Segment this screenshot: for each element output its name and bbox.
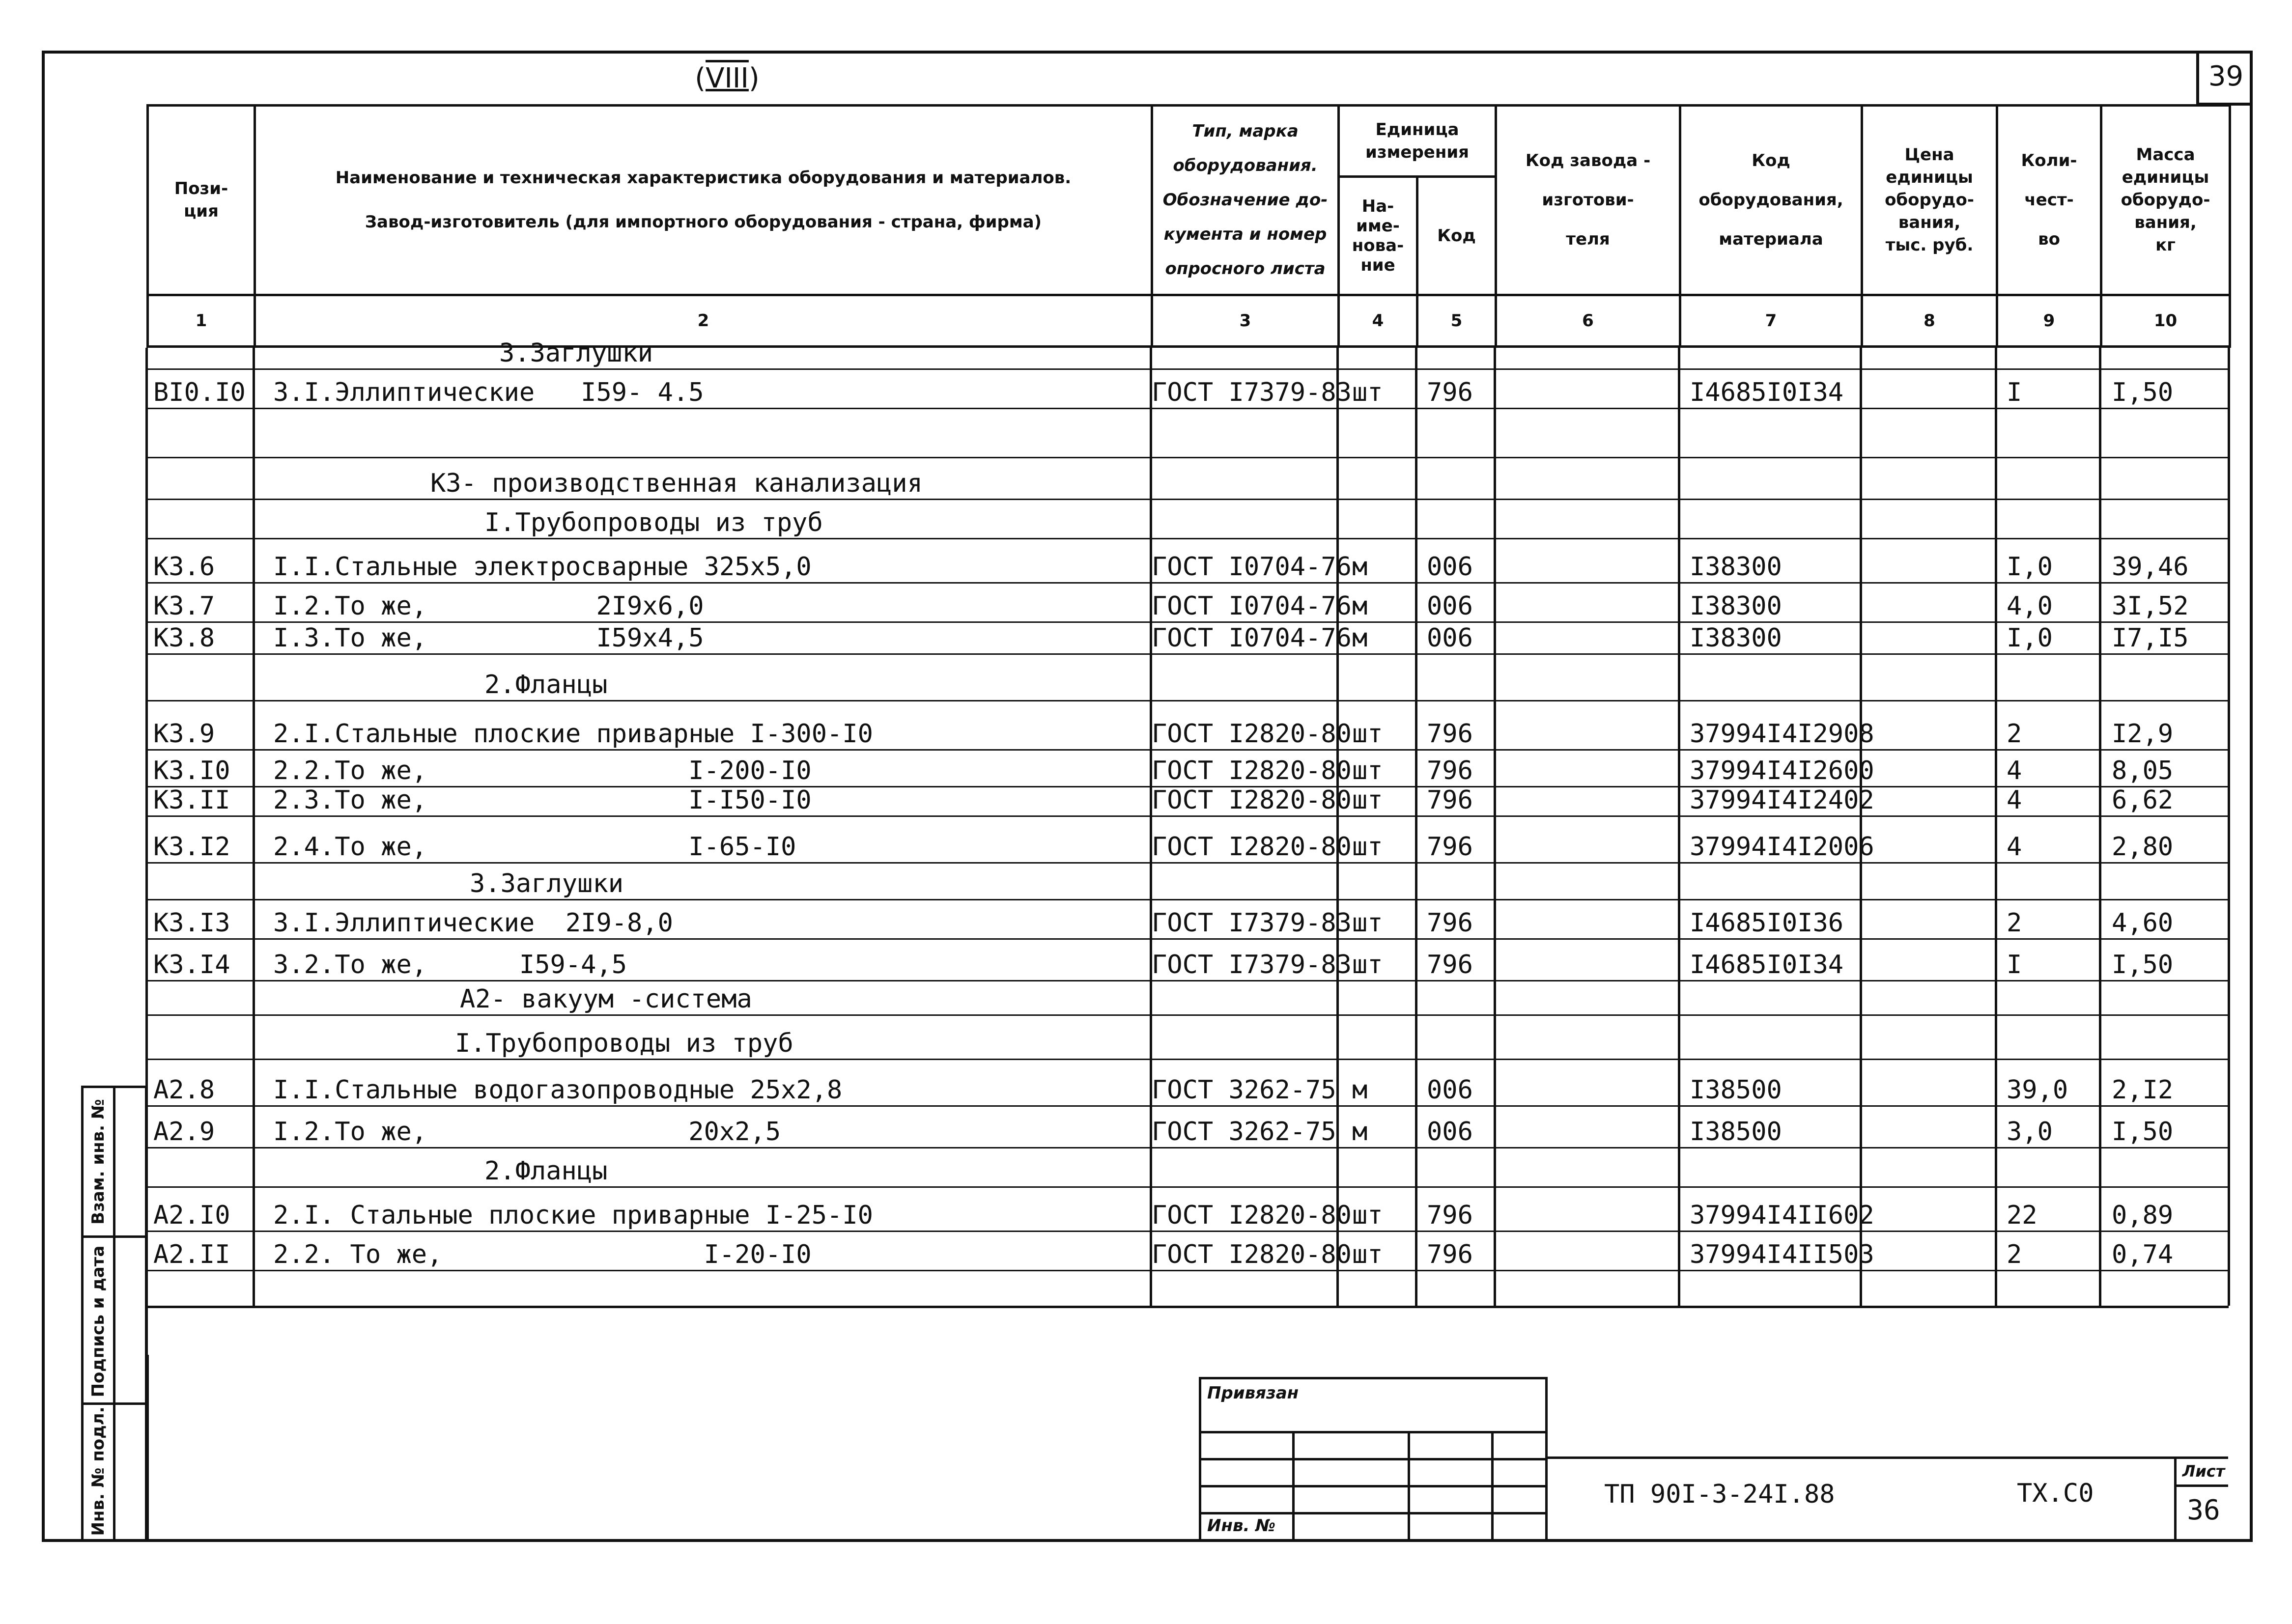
cell-mass: 4,60	[2112, 908, 2174, 938]
cell-unit-name: шт	[1352, 950, 1383, 980]
cell-name: 3.Заглушки	[470, 869, 624, 898]
table-row	[146, 1016, 2229, 1060]
cell-type: ГОСТ 3262-75	[1152, 1117, 1336, 1147]
cell-position: А2.II	[153, 1240, 230, 1269]
cell-unit-code: 006	[1427, 552, 1473, 582]
document-code: ТП 90I-3-24I.88	[1604, 1480, 1835, 1509]
table-row	[146, 500, 2229, 539]
table-body	[146, 338, 2229, 1355]
cell-position: К3.I4	[153, 950, 230, 980]
cell-unit-name: шт	[1352, 378, 1383, 407]
cell-unit-code: 796	[1427, 378, 1473, 407]
cell-mass: 6,62	[2112, 785, 2174, 815]
cell-position: К3.I0	[153, 756, 230, 785]
table-row	[146, 1232, 2229, 1271]
cell-unit-code: 796	[1427, 756, 1473, 785]
header-unit: Единица измерения	[1339, 106, 1496, 177]
header-equipment-code: Код оборудования, материала	[1680, 106, 1862, 295]
cell-name: I.3.То же, I59х4,5	[273, 623, 704, 653]
cell-equipment-code: I38500	[1690, 1075, 1782, 1105]
cell-name: 3.2.То же, I59-4,5	[273, 950, 627, 980]
cell-mass: I,50	[2112, 950, 2174, 980]
table-row	[146, 817, 2229, 864]
table-row	[146, 940, 2229, 981]
cell-equipment-code: 37994I4I2402	[1690, 785, 1874, 815]
cell-quantity: 3,0	[2007, 1117, 2053, 1147]
cell-equipment-code: I4685I0I34	[1690, 378, 1844, 407]
header-mass: Масса единицы оборудо- вания, кг	[2101, 106, 2230, 295]
header-factory-code: Код завода - изготови- теля	[1496, 106, 1680, 295]
cell-unit-name: шт	[1352, 719, 1383, 749]
cell-quantity: I	[2007, 378, 2022, 407]
cell-unit-name: м	[1352, 1117, 1368, 1147]
header-price: Цена единицы оборудо- вания, тыс. руб.	[1862, 106, 1997, 295]
section-marker: (VIII)	[695, 62, 760, 94]
cell-equipment-code: I4685I0I36	[1690, 908, 1844, 938]
bound-label: Привязан	[1207, 1383, 1299, 1403]
table-row	[146, 701, 2229, 751]
cell-equipment-code: I38300	[1690, 552, 1782, 582]
cell-position: К3.9	[153, 719, 215, 749]
cell-name: I.2.То же, 20х2,5	[273, 1117, 781, 1147]
table-row	[146, 623, 2229, 655]
cell-name: 2.4.То же, I-65-I0	[273, 832, 796, 862]
cell-name: 2.I.Стальные плоские приварные I-300-I0	[273, 719, 873, 749]
table-row	[146, 981, 2229, 1016]
cell-unit-code: 796	[1427, 1201, 1473, 1230]
cell-unit-code: 006	[1427, 1075, 1473, 1105]
col-number: 4	[1339, 295, 1417, 346]
cell-unit-code: 796	[1427, 832, 1473, 862]
cell-type: ГОСТ I2820-80	[1152, 832, 1352, 862]
table-row	[146, 655, 2229, 701]
cell-quantity: 39,0	[2007, 1075, 2068, 1105]
table-row	[146, 370, 2229, 409]
cell-name: 3.I.Эллиптические 2I9-8,0	[273, 908, 673, 938]
cell-type: ГОСТ I0704-76	[1152, 591, 1352, 621]
page-number-box	[2196, 51, 2253, 106]
cell-position: К3.6	[153, 552, 215, 582]
header-name: Наименование и техническая характеристика оборудования и материалов. Завод-изготовитель (для импортного оборудования - страна, фирма)	[255, 106, 1152, 295]
cell-quantity: I	[2007, 950, 2022, 980]
cell-type: ГОСТ I7379-83	[1152, 950, 1352, 980]
cell-equipment-code: I38300	[1690, 591, 1782, 621]
cell-quantity: 4,0	[2007, 591, 2053, 621]
table-row	[146, 539, 2229, 584]
cell-type: ГОСТ I7379-83	[1152, 378, 1352, 407]
table-row	[146, 751, 2229, 787]
col-number: 8	[1862, 295, 1997, 346]
cell-equipment-code: 37994I4I2600	[1690, 756, 1874, 785]
header-quantity: Коли- чест- во	[1997, 106, 2101, 295]
cell-position: К3.II	[153, 785, 230, 815]
cell-name: I.I.Стальные электросварные 325х5,0	[273, 552, 812, 582]
cell-quantity: 4	[2007, 785, 2022, 815]
stamp-signature-date: Подпись и дата	[88, 1245, 108, 1398]
cell-unit-name: м	[1352, 623, 1368, 653]
cell-quantity: 2	[2007, 908, 2022, 938]
document-mark: ТХ.С0	[2017, 1479, 2094, 1508]
cell-equipment-code: I38300	[1690, 623, 1782, 653]
col-number: 10	[2101, 295, 2230, 346]
cell-name: 3.I.Эллиптические I59- 4.5	[273, 378, 704, 407]
sheet-number: 36	[2187, 1494, 2220, 1526]
table-row	[146, 409, 2229, 458]
stamp-original-inv: Инв. № подл.	[88, 1406, 108, 1536]
cell-unit-name: м	[1352, 1075, 1368, 1105]
cell-unit-code: 006	[1427, 623, 1473, 653]
cell-name: А2- вакуум -система	[460, 984, 752, 1014]
table-row	[146, 1148, 2229, 1188]
cell-type: ГОСТ I0704-76	[1152, 623, 1352, 653]
table-row	[146, 458, 2229, 500]
table-row	[146, 584, 2229, 623]
cell-unit-name: шт	[1352, 908, 1383, 938]
cell-quantity: 22	[2007, 1201, 2037, 1230]
cell-type: ГОСТ 3262-75	[1152, 1075, 1336, 1105]
header-position: Пози- ция	[148, 106, 255, 295]
cell-name: I.2.То же, 2I9х6,0	[273, 591, 704, 621]
cell-equipment-code: 37994I4II503	[1690, 1240, 1874, 1269]
inv-label: Инв. №	[1207, 1516, 1276, 1536]
cell-type: ГОСТ I2820-80	[1152, 1201, 1352, 1230]
cell-name: 2.2. То же, I-20-I0	[273, 1240, 812, 1269]
table-row	[146, 900, 2229, 940]
stamp-replaced-inv: Взам. инв. №	[88, 1099, 108, 1225]
cell-position: К3.I3	[153, 908, 230, 938]
table-row	[146, 1060, 2229, 1107]
cell-mass: 0,89	[2112, 1201, 2174, 1230]
cell-mass: 2,80	[2112, 832, 2174, 862]
cell-mass: I,50	[2112, 378, 2174, 407]
header-unit-code: Код	[1417, 177, 1496, 295]
cell-name: 2.I. Стальные плоские приварные I-25-I0	[273, 1201, 873, 1230]
cell-name: 3.Заглушки	[499, 338, 653, 368]
cell-position: А2.9	[153, 1117, 215, 1147]
cell-quantity: I,0	[2007, 623, 2053, 653]
cell-unit-name: м	[1352, 591, 1368, 621]
cell-type: ГОСТ I2820-80	[1152, 756, 1352, 785]
cell-unit-name: шт	[1352, 756, 1383, 785]
side-stamp	[81, 1086, 147, 1542]
col-number: 5	[1417, 295, 1496, 346]
cell-position: BI0.I0	[153, 378, 246, 407]
col-number: 7	[1680, 295, 1862, 346]
cell-position: К3.8	[153, 623, 215, 653]
cell-unit-code: 006	[1427, 1117, 1473, 1147]
cell-mass: 39,46	[2112, 552, 2189, 582]
col-number: 2	[255, 295, 1152, 346]
col-number: 3	[1152, 295, 1339, 346]
cell-equipment-code: 37994I4II602	[1690, 1201, 1874, 1230]
cell-unit-name: шт	[1352, 832, 1383, 862]
cell-name: I.Трубопроводы из труб	[455, 1029, 793, 1058]
col-number: 1	[148, 295, 255, 346]
cell-unit-name: шт	[1352, 1201, 1383, 1230]
cell-quantity: 4	[2007, 832, 2022, 862]
cell-position: А2.I0	[153, 1201, 230, 1230]
table-header	[146, 104, 2231, 348]
cell-type: ГОСТ I2820-80	[1152, 785, 1352, 815]
cell-name: 2.Фланцы	[484, 670, 608, 700]
title-block-main	[1545, 1456, 2228, 1542]
cell-mass: 8,05	[2112, 756, 2174, 785]
cell-name: 2.3.То же, I-I50-I0	[273, 785, 812, 815]
cell-mass: 3I,52	[2112, 591, 2189, 621]
cell-equipment-code: I38500	[1690, 1117, 1782, 1147]
cell-position: К3.I2	[153, 832, 230, 862]
cell-unit-code: 796	[1427, 908, 1473, 938]
cell-position: К3.7	[153, 591, 215, 621]
col-number: 6	[1496, 295, 1680, 346]
title-block-left-line	[146, 1355, 149, 1542]
cell-equipment-code: 37994I4I2908	[1690, 719, 1874, 749]
table-row	[146, 338, 2229, 370]
cell-unit-code: 006	[1427, 591, 1473, 621]
cell-name: 2.2.То же, I-200-I0	[273, 756, 812, 785]
cell-unit-name: шт	[1352, 785, 1383, 815]
cell-name: I.Трубопроводы из труб	[484, 508, 823, 537]
cell-type: ГОСТ I0704-76	[1152, 552, 1352, 582]
section-number: VIII	[706, 62, 749, 94]
cell-equipment-code: 37994I4I2006	[1690, 832, 1874, 862]
cell-unit-code: 796	[1427, 719, 1473, 749]
header-type: Тип, марка оборудования. Обозначение до- кумента и номер опросного листа	[1152, 106, 1339, 295]
cell-mass: 0,74	[2112, 1240, 2174, 1269]
cell-unit-name: шт	[1352, 1240, 1383, 1269]
cell-mass: 2,I2	[2112, 1075, 2174, 1105]
table-row	[146, 1107, 2229, 1148]
cell-name: К3- производственная канализация	[430, 469, 923, 498]
cell-quantity: 2	[2007, 1240, 2022, 1269]
cell-mass: I,50	[2112, 1117, 2174, 1147]
bound-stamp	[1199, 1377, 1548, 1542]
table-row	[146, 787, 2229, 817]
cell-unit-code: 796	[1427, 785, 1473, 815]
table-row	[146, 1188, 2229, 1232]
col-number: 9	[1997, 295, 2101, 346]
cell-mass: I2,9	[2112, 719, 2174, 749]
cell-equipment-code: I4685I0I34	[1690, 950, 1844, 980]
cell-unit-name: м	[1352, 552, 1368, 582]
cell-mass: I7,I5	[2112, 623, 2189, 653]
cell-position: А2.8	[153, 1075, 215, 1105]
cell-name: 2.Фланцы	[484, 1156, 608, 1186]
table-row	[146, 1271, 2229, 1313]
sheet-label: Лист	[2182, 1462, 2225, 1481]
cell-quantity: I,0	[2007, 552, 2053, 582]
cell-quantity: 4	[2007, 756, 2022, 785]
cell-type: ГОСТ I2820-80	[1152, 719, 1352, 749]
cell-type: ГОСТ I2820-80	[1152, 1240, 1352, 1269]
page-number: 39	[2208, 60, 2244, 92]
cell-unit-code: 796	[1427, 950, 1473, 980]
cell-name: I.I.Стальные водогазопроводные 25х2,8	[273, 1075, 843, 1105]
header-unit-name: На- име- нова- ние	[1339, 177, 1417, 295]
cell-unit-code: 796	[1427, 1240, 1473, 1269]
cell-type: ГОСТ I7379-83	[1152, 908, 1352, 938]
table-row	[146, 864, 2229, 900]
cell-quantity: 2	[2007, 719, 2022, 749]
